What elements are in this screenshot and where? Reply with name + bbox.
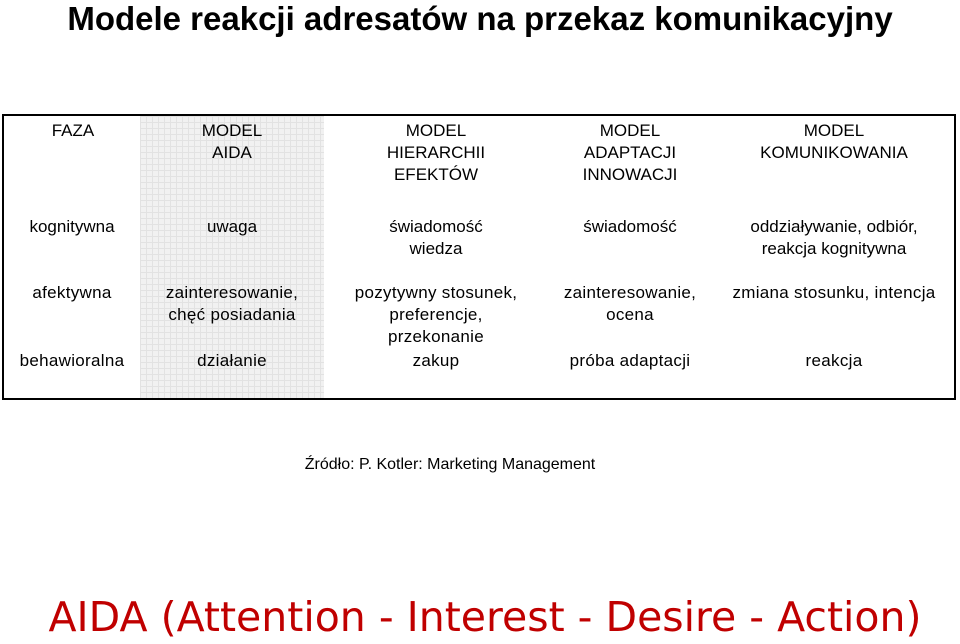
cell-behawioralna-aida: działanie bbox=[197, 351, 267, 370]
reaction-models-table bbox=[2, 114, 956, 400]
cell-afektywna-komunikowania: zmiana stosunku, intencja bbox=[732, 283, 936, 302]
header-komunikowania: MODEL KOMUNIKOWANIA bbox=[760, 121, 908, 162]
cell-behawioralna-faza: behawioralna bbox=[19, 351, 125, 370]
header-adaptacji: MODEL ADAPTACJI INNOWACJI bbox=[582, 121, 678, 184]
header-aida: MODEL AIDA bbox=[201, 121, 263, 162]
source-note: Źródło: P. Kotler: Marketing Management bbox=[304, 456, 596, 473]
cell-behawioralna-hierarchii: zakup bbox=[412, 351, 460, 370]
cell-afektywna-hierarchii: pozytywny stosunek, preferencje, przekonanie bbox=[354, 283, 518, 346]
cell-kognitywna-aida: uwaga bbox=[206, 217, 258, 236]
aida-footer: AIDA (Attention - Interest - Desire - Action) bbox=[48, 593, 922, 641]
cell-kognitywna-komunikowania: oddziaływanie, odbiór, reakcja kognitywna bbox=[750, 217, 918, 258]
cell-behawioralna-adaptacji: próba adaptacji bbox=[569, 351, 691, 370]
cell-afektywna-faza: afektywna bbox=[32, 283, 112, 302]
cell-kognitywna-hierarchii: świadomość wiedza bbox=[389, 217, 483, 258]
cell-kognitywna-faza: kognitywna bbox=[29, 217, 115, 236]
cell-kognitywna-adaptacji: świadomość bbox=[583, 217, 677, 236]
page-title: Modele reakcji adresatów na przekaz komunikacyjny bbox=[67, 0, 893, 37]
cell-behawioralna-komunikowania: reakcja bbox=[805, 351, 863, 370]
cell-afektywna-adaptacji: zainteresowanie, ocena bbox=[563, 283, 697, 324]
cell-afektywna-aida: zainteresowanie, chęć posiadania bbox=[165, 283, 299, 324]
header-faza: FAZA bbox=[51, 121, 95, 140]
header-hierarchii: MODEL HIERARCHII EFEKTÓW bbox=[386, 121, 486, 184]
